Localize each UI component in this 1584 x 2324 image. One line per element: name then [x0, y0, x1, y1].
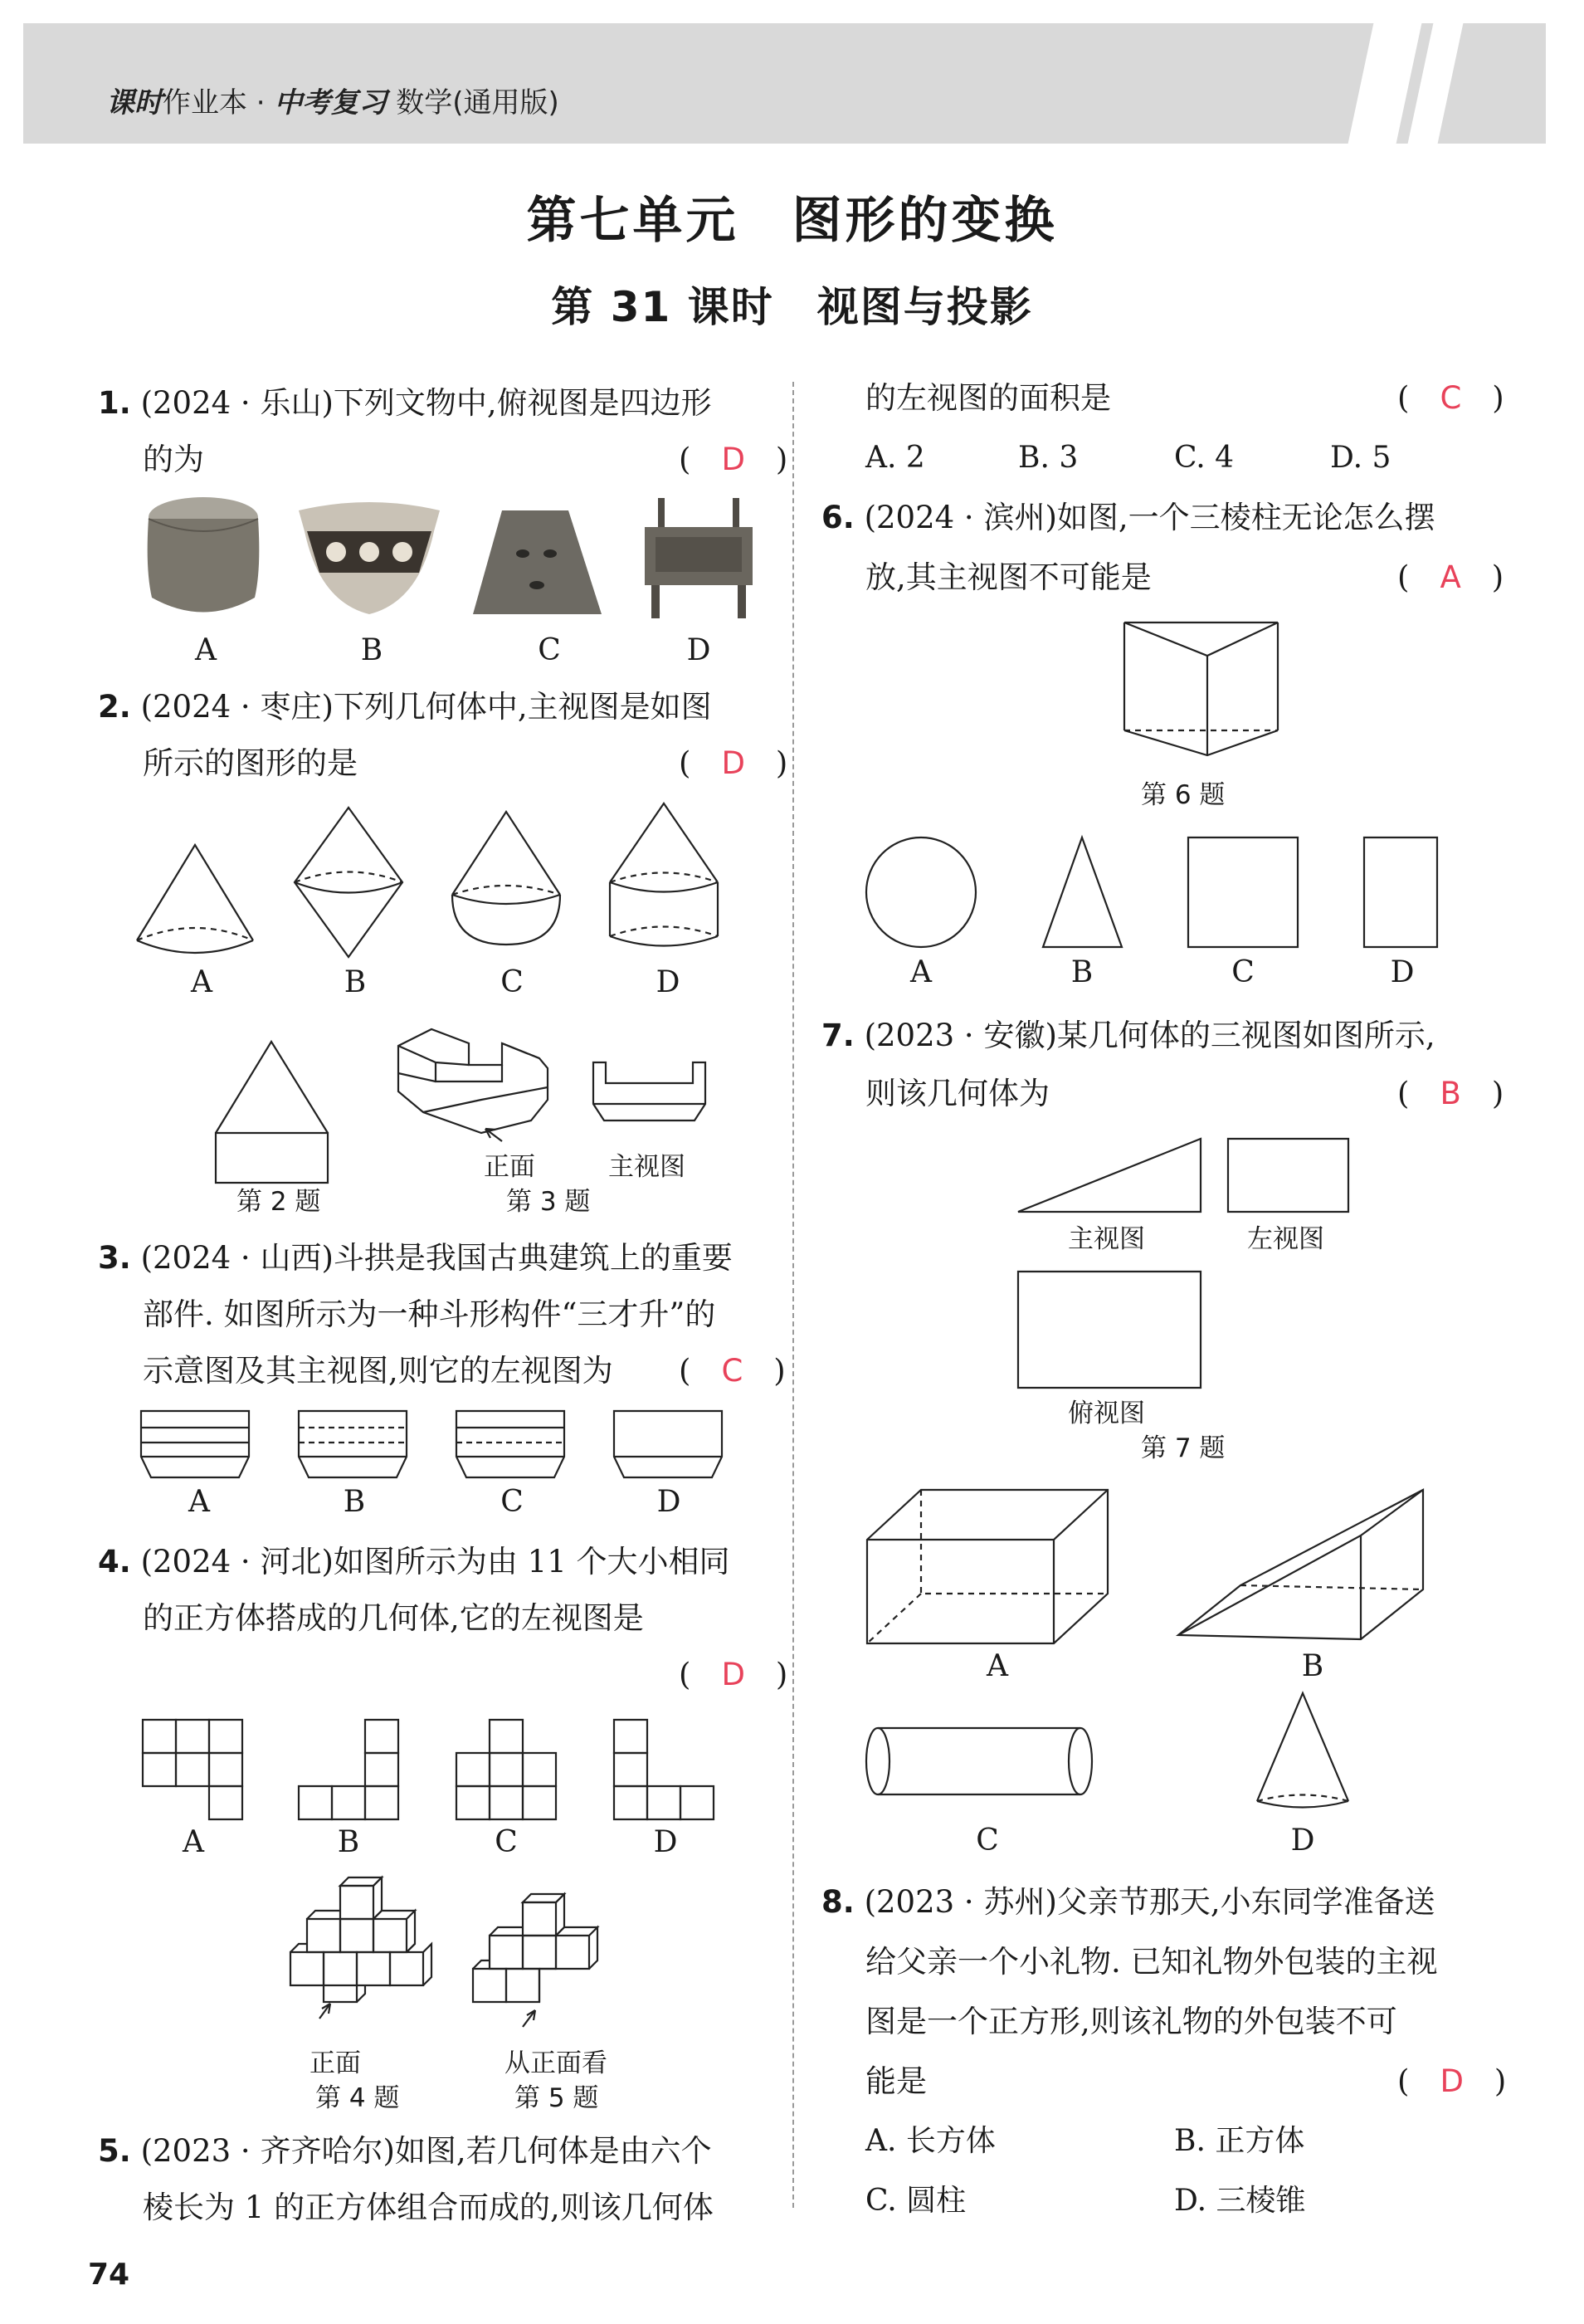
- q4-label-a: A: [183, 1825, 204, 1859]
- q4-option-a-view-icon: [143, 1720, 242, 1819]
- q8-line4: 能是: [865, 2063, 927, 2099]
- header-series: 作业本 ·: [163, 86, 275, 120]
- header-review: 中考复习: [274, 86, 387, 120]
- fig5-from-front-label: 从正面看: [504, 2048, 607, 2078]
- q4-options-figure: [143, 1720, 724, 1824]
- q5-line3: 的左视图的面积是: [865, 380, 1111, 416]
- q2-line1: [98, 691, 712, 724]
- q4-number: 4.: [98, 1544, 131, 1579]
- q3-option-c-view-icon: [456, 1411, 564, 1477]
- q7-line1: [821, 1019, 1435, 1052]
- q4-line1: [98, 1545, 730, 1579]
- fig5-cube-stack-icon: [473, 1894, 597, 2002]
- q5-line1: [98, 2135, 712, 2168]
- fig4-caption: 第 4 题: [315, 2083, 400, 2113]
- q6-label-c: C: [1231, 955, 1255, 989]
- fig4-arrow-icon: [319, 2004, 330, 2019]
- q8-line3: 图是一个正方形,则该礼物的外包装不可: [865, 2004, 1397, 2039]
- q7-answer-value: B: [1440, 1076, 1461, 1111]
- q3-option-b-view-icon: [299, 1411, 407, 1477]
- q7-label-c: C: [976, 1824, 999, 1858]
- q8-option-a: A. 长方体: [865, 2124, 996, 2158]
- q1-line1: [98, 387, 712, 420]
- q3-line1: [98, 1242, 733, 1275]
- q7-answer: ( B ): [1397, 1076, 1504, 1111]
- q1-label-d: D: [686, 633, 711, 667]
- q3-answer-value: C: [721, 1353, 743, 1389]
- q1-label-b: B: [360, 633, 383, 667]
- q7-option-c-cylinder-icon: [866, 1728, 1092, 1794]
- q6-line1: [821, 501, 1435, 535]
- q4-label-b: B: [337, 1825, 360, 1859]
- q2-answer: ( D ): [679, 745, 788, 781]
- fig3-main-view-label: 主视图: [608, 1152, 685, 1182]
- q6-label-d: D: [1390, 955, 1415, 989]
- q6-prism-figure: [1124, 622, 1282, 764]
- q5-number: 5.: [98, 2133, 131, 2169]
- q3-label-c: C: [500, 1485, 524, 1519]
- q2-solid-a-cone-icon: [137, 845, 253, 953]
- q2-label-a: A: [191, 965, 212, 999]
- q6-option-b-triangle-icon: [1043, 837, 1122, 947]
- q2-label-b: B: [344, 965, 367, 999]
- q8-option-b: B. 正方体: [1174, 2124, 1305, 2158]
- q4-answer: ( D ): [679, 1657, 788, 1692]
- q2-solids-figure: [137, 803, 734, 961]
- q5-option-c: C. 4: [1174, 441, 1235, 475]
- q6-label-a: A: [910, 955, 932, 989]
- fig3-three-talent-sheng-icon: [398, 1029, 548, 1133]
- q7-top-view-label: 俯视图: [1068, 1399, 1145, 1428]
- q5-line2: 棱长为 1 的正方体组合而成的,则该几何体: [143, 2190, 714, 2225]
- q7-label-a: A: [987, 1649, 1008, 1683]
- q6-label-b: B: [1070, 955, 1094, 989]
- q3-text: (2024 · 山西)斗拱是我国古典建筑上的重要: [140, 1240, 733, 1276]
- fig5-caption: 第 5 题: [514, 2083, 599, 2113]
- q2-solid-c-cone-hemisphere-icon: [452, 812, 560, 945]
- q7-number: 7.: [821, 1018, 855, 1053]
- fig2-caption: 第 2 题: [236, 1187, 321, 1217]
- q3-option-a-view-icon: [141, 1411, 249, 1477]
- fig4-cube-stack-icon: [290, 1877, 431, 2002]
- q7-main-view-label: 主视图: [1068, 1224, 1145, 1254]
- q6-options-figure: [865, 834, 1445, 950]
- q7-left-view-rectangle-icon: [1228, 1139, 1348, 1212]
- q1-text: (2024 · 乐山)下列文物中,俯视图是四边形: [140, 385, 712, 421]
- q8-line1: [821, 1886, 1435, 1919]
- q6-text: (2024 · 滨州)如图,一个三棱柱无论怎么摆: [864, 500, 1435, 535]
- q3-option-d-view-icon: [614, 1411, 722, 1477]
- q2-solid-b-double-cone-icon: [295, 808, 402, 957]
- q5-answer: ( C ): [1397, 380, 1504, 416]
- q3-line2: 部件. 如图所示为一种斗形构件“三才升”的: [143, 1296, 716, 1332]
- q2-solid-d-cone-cylinder-icon: [610, 803, 718, 946]
- fig3-main-view-icon: [593, 1062, 705, 1120]
- q4-label-c: C: [495, 1825, 518, 1859]
- q7-label-d: D: [1290, 1824, 1315, 1858]
- artifact-c-image: [473, 510, 602, 614]
- q6-line2: 放,其主视图不可能是: [865, 559, 1152, 595]
- q7-three-views-figure: [1016, 1137, 1357, 1394]
- q5-option-a: A. 2: [865, 441, 925, 475]
- q3-line3: 示意图及其主视图,则它的左视图为: [143, 1353, 613, 1389]
- q6-caption: 第 6 题: [1141, 780, 1226, 810]
- running-header: [106, 80, 559, 120]
- q6-number: 6.: [821, 500, 855, 535]
- q8-option-d: D. 三棱锥: [1174, 2184, 1306, 2218]
- q2-label-d: D: [656, 965, 680, 999]
- q7-option-a-cuboid-icon: [867, 1490, 1108, 1643]
- q1-answer-value: D: [721, 442, 745, 477]
- q8-answer: ( D ): [1397, 2063, 1507, 2099]
- q4-option-b-view-icon: [299, 1720, 398, 1819]
- q8-line2: 给父亲一个小礼物. 已知礼物外包装的主视: [865, 1944, 1438, 1980]
- q4-text: (2024 · 河北)如图所示为由 11 个大小相同: [140, 1544, 730, 1579]
- column-divider: [792, 382, 794, 2208]
- q3-number: 3.: [98, 1240, 131, 1276]
- q5-text: (2023 · 齐齐哈尔)如图,若几何体是由六个: [140, 2133, 712, 2169]
- q6-option-a-circle-icon: [866, 837, 976, 947]
- q6-option-c-square-icon: [1188, 837, 1298, 947]
- q2-number: 2.: [98, 689, 131, 725]
- q1-number: 1.: [98, 385, 131, 421]
- q4-option-d-view-icon: [614, 1720, 714, 1819]
- q3-label-d: D: [656, 1485, 681, 1519]
- q7-option-b-wedge-icon: [1178, 1490, 1423, 1639]
- q8-option-c: C. 圆柱: [865, 2184, 967, 2218]
- fig3-front-label: 正面: [484, 1152, 535, 1182]
- q7-text: (2023 · 安徽)某几何体的三视图如图所示,: [864, 1018, 1435, 1053]
- q7-main-view-triangle-icon: [1018, 1139, 1201, 1212]
- q4-label-d: D: [653, 1825, 678, 1859]
- lesson-title: 第 31 课时 视图与投影: [551, 283, 1033, 331]
- q6-answer: ( A ): [1397, 559, 1504, 595]
- q1-line2: 的为: [143, 442, 204, 477]
- q5-option-d: D. 5: [1330, 441, 1391, 475]
- q7-options-figure: [863, 1486, 1435, 1818]
- q7-option-d-cone-icon: [1257, 1693, 1348, 1808]
- q3-options-figure: [141, 1411, 730, 1482]
- q1-label-c: C: [538, 633, 561, 667]
- q6-answer-value: A: [1440, 559, 1461, 595]
- q4-answer-value: D: [721, 1657, 745, 1692]
- q2-line2: 所示的图形的是: [143, 745, 358, 781]
- q5-answer-value: C: [1440, 380, 1462, 416]
- q2-answer-value: D: [721, 745, 745, 781]
- q1-artifact-images: [137, 494, 784, 627]
- q8-number: 8.: [821, 1884, 855, 1920]
- q5-option-b: B. 3: [1018, 441, 1079, 475]
- q2-label-c: C: [500, 965, 524, 999]
- q3-label-a: A: [188, 1485, 210, 1519]
- q2-text: (2024 · 枣庄)下列几何体中,主视图是如图: [140, 689, 712, 725]
- artifact-d-image: [645, 498, 753, 618]
- q6-triangular-prism-icon: [1124, 622, 1278, 755]
- header-subject: 数学(通用版): [387, 86, 559, 120]
- header-brand: 课时: [106, 86, 163, 120]
- fig5-arrow-icon: [523, 2010, 535, 2027]
- q7-left-view-label: 左视图: [1247, 1224, 1324, 1254]
- artifact-b-image: [299, 502, 440, 614]
- q6-option-d-rectangle-icon: [1364, 837, 1437, 947]
- q7-line2: 则该几何体为: [865, 1076, 1050, 1111]
- q7-label-b: B: [1301, 1649, 1324, 1683]
- q1-answer: ( D ): [679, 442, 788, 477]
- fig2-main-view-icon: [216, 1042, 328, 1183]
- q3-answer: ( C ): [679, 1353, 786, 1389]
- q3-label-b: B: [343, 1485, 366, 1519]
- q4-line2: 的正方体搭成的几何体,它的左视图是: [143, 1600, 644, 1636]
- page-number: 74: [88, 2258, 130, 2292]
- fig3-caption: 第 3 题: [506, 1187, 591, 1217]
- q8-answer-value: D: [1440, 2063, 1464, 2099]
- artifact-a-image: [148, 497, 260, 613]
- q7-caption: 第 7 题: [1141, 1433, 1226, 1463]
- fig4-fig5-drawings: [282, 1877, 647, 2043]
- fig4-front-label: 正面: [309, 2048, 361, 2078]
- q8-text: (2023 · 苏州)父亲节那天,小东同学准备送: [864, 1884, 1435, 1920]
- q1-label-a: A: [195, 633, 217, 667]
- unit-title: 第七单元 图形的变换: [526, 192, 1058, 250]
- q4-option-c-view-icon: [456, 1720, 556, 1819]
- q7-top-view-rectangle-icon: [1018, 1272, 1201, 1388]
